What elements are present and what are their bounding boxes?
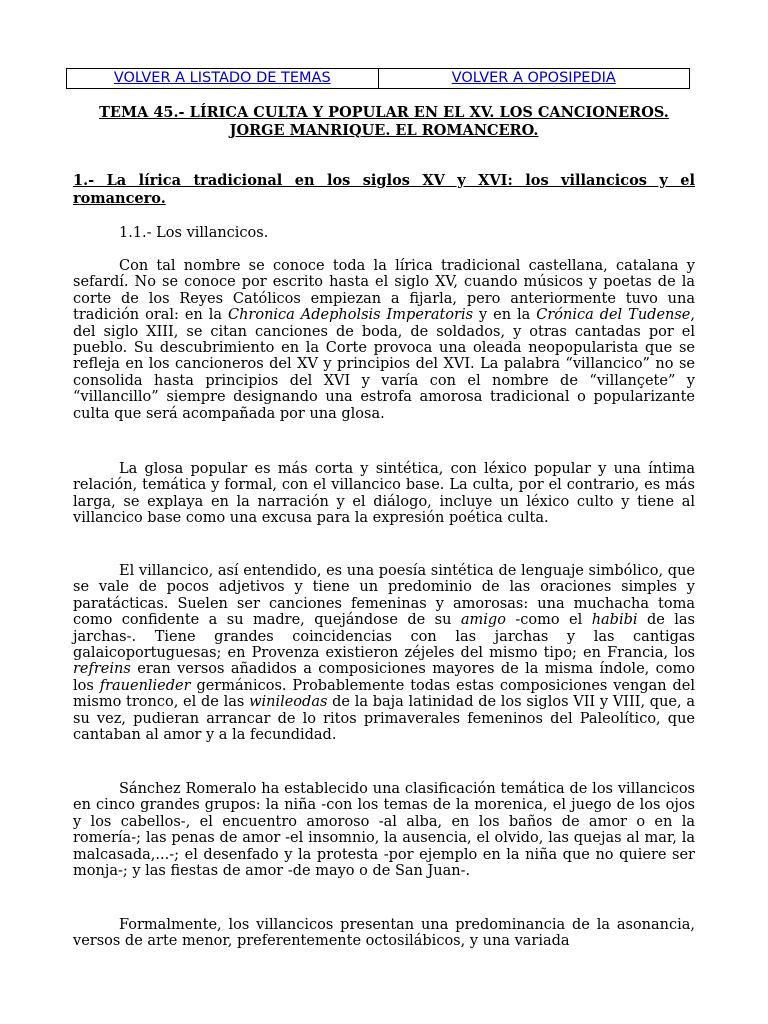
p3-italic-amigo: amigo [460,612,506,629]
page-title [73,104,695,140]
p1-italic-chronica: Chronica Adepholsis Imperatoris [227,307,474,324]
paragraph-4 [73,781,695,879]
p2-text: La glosa popular es más corta y sintética, con léxico popular y una íntima relación, temática y formal, con el villancico base. La culta, por el contrario, es más larga, se explaya en la narración y el diálogo, incluye un léxico culto y tiene al villancico base como una excusa para la expresión poética culta. [73,461,695,527]
p1-text-a: Con tal nombre se conoce toda la lírica tradicional castellana, catalana y sefardí. No se conoce por escrito hasta el siglo XV, cuando músicos y poetas de la corte de los Reyes Católicos empiezan a fijarla, pero anteriormente tuvo una tradición oral: en la [73,258,695,324]
paragraph-1 [73,258,695,422]
p3-italic-winileodas: winileodas [249,694,328,711]
p3-italic-frauenlieder: frauenlieder [99,677,191,694]
paragraph-2 [73,461,695,527]
p3-italic-habibi: habibi [591,612,638,629]
p3-text-g: eran versos añadidos a composiciones mayores de la misma índole, como los [73,661,695,694]
title-line-1: TEMA 45.- LÍRICA CULTA Y POPULAR EN EL XV. LOS CANCIONEROS. [99,104,669,121]
p3-text-c: -como el [505,612,592,629]
p3-italic-refreins: refreins [73,661,131,678]
p1-text-e: , del siglo XIII, se citan canciones de boda, de soldados, y otras cantadas por el pueblo. Su descubrimiento en la Corte provoca una oleada neopopularista que se refleja en los cancioneros del XV y principios del XVI. La palabra “villancico” no se consolida hasta principios del XVI y varía con el nombre de “villançete” y “villancillo” siempre designando una estrofa amorosa tradicional o popularizante culta que será acompañada por una glosa. [73,307,695,422]
p1-italic-cronica: Crónica del Tudense [536,307,691,324]
nav-table [66,68,690,89]
p4-text: Sánchez Romeralo ha establecido una clasificación temática de los villancicos en cinco grandes grupos: la niña -con los temas de la morenica, el juego de los ojos y los cabellos-, el encuentro amoroso -al alba, en los baños de amor o en la romería-; las penas de amor -el insomnio, la ausencia, el olvido, las quejas al mar, la malcasada,...-; el desenfado y la protesta -por ejemplo en la niña que no quiere ser monja-; y las fiestas de amor -de mayo o de San Juan-. [73,781,695,880]
paragraph-5 [73,917,695,950]
back-to-oposipedia-link[interactable]: VOLVER A OPOSIPEDIA [378,69,690,88]
back-to-topics-link[interactable]: VOLVER A LISTADO DE TEMAS [113,70,331,86]
p3-text-i: germánicos. Probablemente todas estas composiciones vengan del mismo tronco, el de las [73,677,696,711]
p3-text-k: de la baja latinidad de los siglos VII y VIII, que, a su vez, pudieran arrancar de lo ritos primaverales femeninos del Paleolítico, que cantaban al amor y a la fecundidad. [73,694,695,744]
p3-text-a: El villancico, así entendido, es una poesía sintética de lenguaje simbólico, que se vale de pocos adjetivos y tiene un predominio de las oraciones simples y paratácticas. Suelen ser canciones femeninas y amorosas: una muchacha toma como confidente a su madre, quejándose de su [73,563,695,629]
title-line-2: JORGE MANRIQUE. EL ROMANCERO. [229,122,539,139]
p3-text-e: de las jarchas-. Tiene grandes coincidencias con las jarchas y las cantigas galaicoportuguesas; en Provenza existieron zéjeles del mismo tipo; en Francia, los [73,612,695,662]
subsection-heading: 1.1.- Los villancicos. [119,225,269,241]
section-heading: 1.- La lírica tradicional en los siglos XV y XVI: los villancicos y el romancero. [73,172,695,207]
p5-text: Formalmente, los villancicos presentan una predominancia de la asonancia, versos de arte menor, preferentemente octosilábicos, y una variada [73,917,695,950]
p1-text-c: y en la [473,307,537,324]
paragraph-3 [73,563,695,743]
